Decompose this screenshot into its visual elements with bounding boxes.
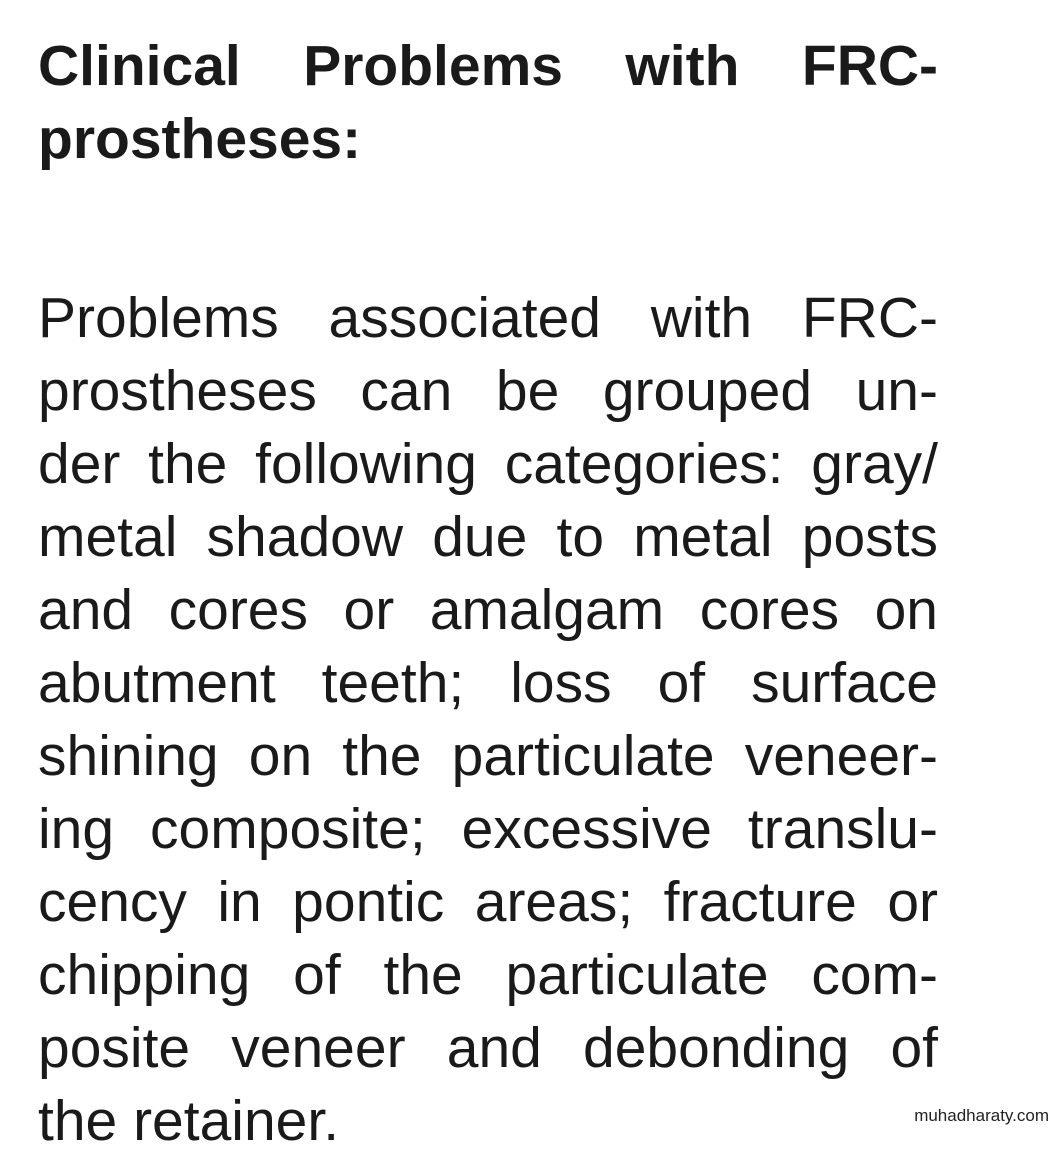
paragraph-line: chipping of the particulate com- (38, 943, 938, 1007)
paragraph-line: abutment teeth; loss of surface (38, 651, 938, 715)
paragraph-line: prostheses can be grouped un- (38, 359, 938, 423)
section-heading (38, 30, 938, 176)
paragraph-line: cency in pontic areas; fracture or (38, 870, 938, 934)
paragraph-line: Problems associated with FRC- (38, 286, 938, 350)
body-paragraph (38, 282, 938, 1158)
paragraph-line: metal shadow due to metal posts (38, 505, 938, 569)
paragraph-line: the retainer. (38, 1089, 340, 1153)
paragraph-line: posite veneer and debonding of (38, 1016, 938, 1080)
document-page (38, 30, 938, 1158)
paragraph-line: der the following categories: gray/ (38, 432, 938, 496)
paragraph-line: shining on the particulate veneer- (38, 724, 938, 788)
paragraph-line: ing composite; excessive translu- (38, 797, 938, 861)
heading-line: Clinical Problems with FRC- (38, 34, 938, 98)
heading-line: prostheses: (38, 107, 362, 171)
paragraph-line: and cores or amalgam cores on (38, 578, 938, 642)
site-watermark: muhadharaty.com (914, 1106, 1049, 1125)
